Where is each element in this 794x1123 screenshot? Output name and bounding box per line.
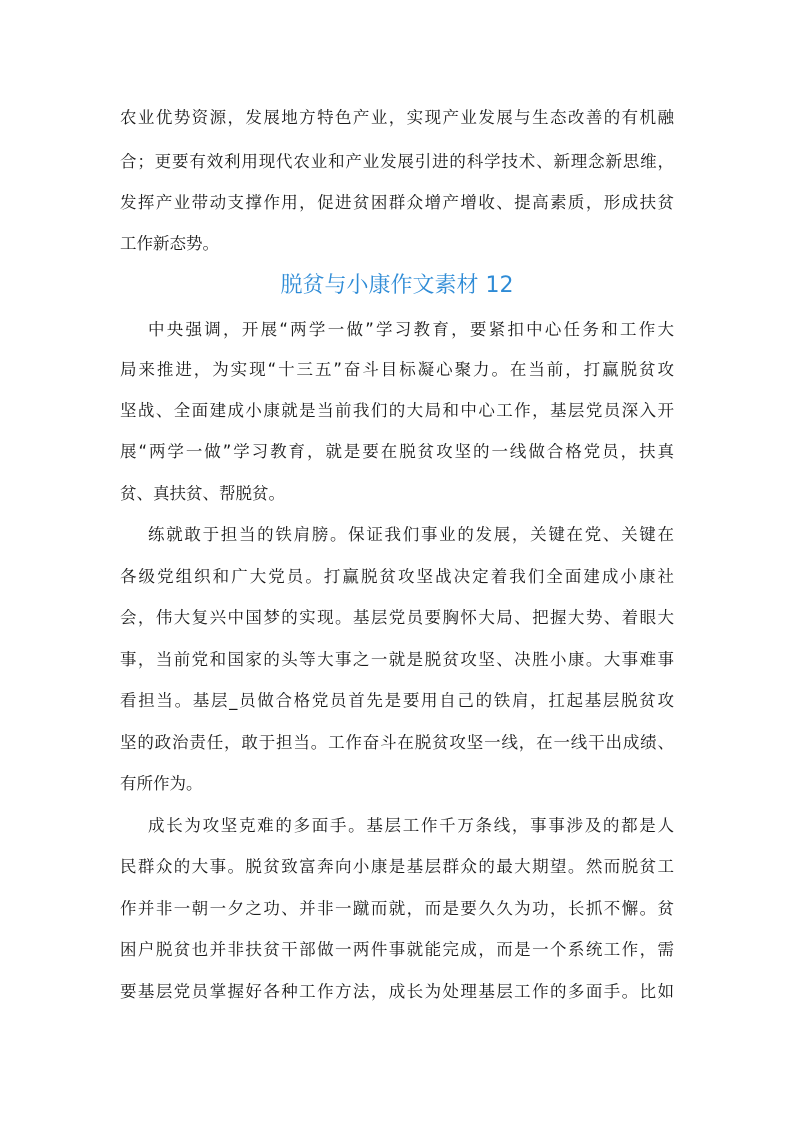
section-title: 脱贫与小康作文素材 12: [280, 273, 514, 298]
intro-line: 农业优势资源，发展地方特色产业，实现产业发展与生态改善的有机融: [120, 108, 674, 127]
paragraph-1-line: 中央强调，开展“两学一做”学习教育，要紧扣中心任务和工作大: [148, 320, 674, 339]
paragraph-2-line: 练就敢于担当的铁肩膀。保证我们事业的发展，关键在党、关键在: [148, 525, 674, 544]
intro-line: 合；更要有效利用现代农业和产业发展引进的科学技术、新理念新思维，: [120, 152, 674, 171]
paragraph-3-line: 作并非一朝一夕之功、并非一蹴而就，而是要久久为功，长抓不懈。贫: [120, 899, 674, 918]
paragraph-2-line: 事，当前党和国家的头等大事之一就是脱贫攻坚、决胜小康。大事难事: [120, 650, 674, 669]
paragraph-1-line: 贫、真扶贫、帮脱贫。: [120, 484, 285, 503]
paragraph-3-line: 要基层党员掌握好各种工作方法，成长为处理基层工作的多面手。比如: [120, 982, 674, 1001]
paragraph-2-line: 会，伟大复兴中国梦的实现。基层党员要胸怀大局、把握大势、着眼大: [120, 608, 674, 627]
paragraph-1-line: 局来推进，为实现“十三五”奋斗目标凝心聚力。在当前，打赢脱贫攻: [120, 360, 674, 379]
paragraph-3-line: 困户脱贫也并非扶贫干部做一两件事就能完成，而是一个系统工作，需: [120, 940, 674, 959]
paragraph-2-line: 有所作为。: [120, 774, 203, 793]
paragraph-3-line: 成长为攻坚克难的多面手。基层工作千万条线，事事涉及的都是人: [148, 816, 674, 835]
paragraph-3-line: 民群众的大事。脱贫致富奔向小康是基层群众的最大期望。然而脱贫工: [120, 857, 674, 876]
paragraph-2-line: 看担当。基层_员做合格党员首先是要用自己的铁肩，扛起基层脱贫攻: [120, 691, 674, 710]
paragraph-1-line: 坚战、全面建成小康就是当前我们的大局和中心工作，基层党员深入开: [120, 401, 674, 420]
paragraph-2-line: 各级党组织和广大党员。打赢脱贫攻坚战决定着我们全面建成小康社: [120, 567, 674, 586]
paragraph-1-line: 展“两学一做”学习教育，就是要在脱贫攻坚的一线做合格党员，扶真: [120, 442, 674, 461]
paragraph-2-line: 坚的政治责任，敢于担当。工作奋斗在脱贫攻坚一线，在一线干出成绩、: [120, 733, 674, 752]
intro-line: 工作新态势。: [120, 234, 219, 253]
intro-line: 发挥产业带动支撑作用，促进贫困群众增产增收、提高素质，形成扶贫: [120, 193, 674, 212]
